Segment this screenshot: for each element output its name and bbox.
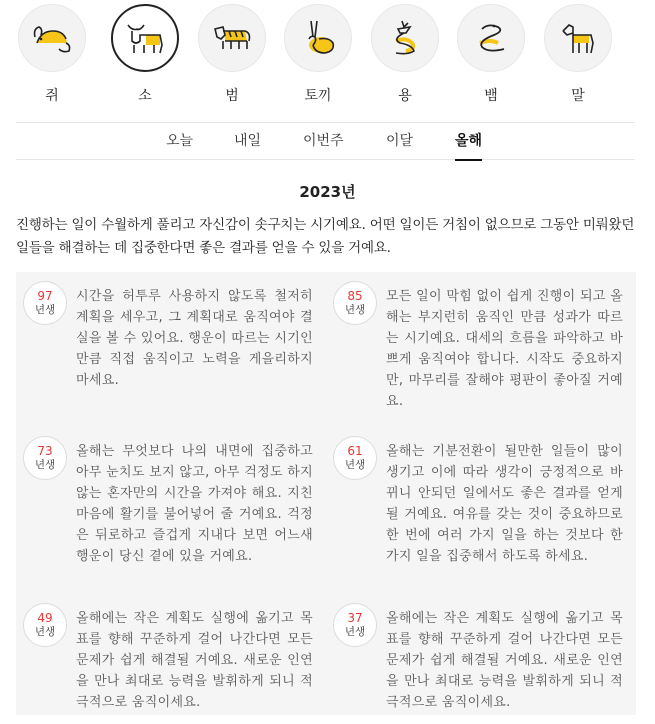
- zodiac-selector: [0, 0, 655, 114]
- birth-year-number: 73: [37, 444, 53, 458]
- zodiac-rat[interactable]: [17, 4, 87, 105]
- fortune-text: 올해에는 작은 계획도 실행에 옮기고 목표를 향해 꾸준하게 걸어 나간다면 모든 문제가 쉽게 해결될 거예요. 새로운 인연을 만나 최대로 능력을 발휘하게 되니 적극적으로 움직이세요.: [76, 611, 313, 710]
- fortune-summary: 진행하는 일이 수월하게 풀리고 자신감이 솟구치는 시기예요. 어떤 일이든 거침이 없으므로 그동안 미뤄왔던 일들을 해결하는 데 집중한다면 좋은 결과를 얻을 수 있을 거예요.: [16, 217, 635, 256]
- birth-year-number: 97: [37, 289, 53, 303]
- birth-year-unit: 년생: [34, 304, 56, 316]
- birth-year-unit: 년생: [34, 626, 56, 638]
- zodiac-label: 뱀: [484, 88, 498, 104]
- period-tabs: [16, 122, 635, 160]
- birth-year-badge: [333, 603, 377, 647]
- birth-year-number: 85: [347, 289, 363, 303]
- ox-icon: [111, 4, 179, 72]
- tab-this-year[interactable]: 올해: [455, 123, 482, 160]
- tab-this-week[interactable]: 이번주: [303, 133, 344, 149]
- birth-year-badge: [333, 281, 377, 325]
- zodiac-label: 쥐: [45, 88, 59, 104]
- birth-year-unit: 년생: [344, 626, 366, 638]
- birth-year-number: 61: [347, 444, 363, 458]
- fortune-text: 모든 일이 막힘 없이 쉽게 진행이 되고 올해는 부지런히 움직인 만큼 성과가 따르는 시기예요. 대세의 흐름을 파악하고 바쁘게 움직여야 합니다. 시작도 중요하지만, 마무리를 잘해야 평판이 좋아질 거예요.: [386, 289, 623, 409]
- birth-year-fortunes: [16, 272, 636, 715]
- fortune-text: 올해에는 작은 계획도 실행에 옮기고 목표를 향해 꾸준하게 걸어 나간다면 모든 문제가 쉽게 해결될 거예요. 새로운 인연을 만나 최대로 능력을 발휘하게 되니 적극적으로 움직이세요.: [386, 611, 623, 710]
- zodiac-rabbit[interactable]: [283, 4, 353, 105]
- birth-year-number: 37: [347, 611, 363, 625]
- zodiac-horse[interactable]: [543, 4, 613, 105]
- birth-year-unit: 년생: [34, 459, 56, 471]
- fortune-text: 올해는 무엇보다 나의 내면에 집중하고 아무 눈치도 보지 않고, 아무 걱정도 하지 않는 혼자만의 시간을 가져야 해요. 지친 마음에 활기를 불어넣어 줄 거예요. 걱정은 뒤로하고 즐겁게 지내다 보면 어느새 행운이 당신 곁에 있을 거예요.: [76, 444, 313, 564]
- dragon-icon: [371, 4, 439, 72]
- zodiac-dragon[interactable]: [370, 4, 440, 105]
- zodiac-snake[interactable]: [456, 4, 526, 105]
- birth-year-number: 49: [37, 611, 53, 625]
- zodiac-label: 소: [138, 88, 152, 104]
- birth-year-unit: 년생: [344, 459, 366, 471]
- fortune-text: 올해는 기분전환이 될만한 일들이 많이 생기고 이에 따라 생각이 긍정적으로 바뀌니 안되던 일에서도 좋은 결과를 얻게 될 거예요. 여유를 갖는 것이 중요하므로 한 번에 여러 가지 일을 하는 것보다 한 가지 일을 집중해서 하도록 하세요.: [386, 444, 623, 564]
- rat-icon: [18, 4, 86, 72]
- birth-year-badge: [23, 281, 67, 325]
- year-title: 2023년: [299, 183, 356, 201]
- zodiac-label: 말: [571, 88, 585, 104]
- birth-year-badge: [23, 436, 67, 480]
- rabbit-icon: [284, 4, 352, 72]
- birth-year-unit: 년생: [344, 304, 366, 316]
- tab-today[interactable]: 오늘: [166, 133, 194, 149]
- fortune-text: 시간을 허투루 사용하지 않도록 철저히 계획을 세우고, 그 계획대로 움직여야 결실을 볼 수 있어요. 행운이 따르는 시기인 만큼 직접 움직이고 노력을 게을리하지 마세요.: [76, 289, 313, 388]
- zodiac-label: 토끼: [304, 88, 332, 104]
- tab-tomorrow[interactable]: 내일: [234, 133, 262, 149]
- tab-this-month[interactable]: 이달: [386, 133, 414, 149]
- zodiac-label: 범: [225, 88, 239, 104]
- snake-icon: [457, 4, 525, 72]
- zodiac-tiger[interactable]: [197, 4, 267, 105]
- zodiac-ox[interactable]: [110, 4, 180, 105]
- birth-year-badge: [333, 436, 377, 480]
- zodiac-label: 용: [398, 88, 412, 104]
- tiger-icon: [198, 4, 266, 72]
- birth-year-badge: [23, 603, 67, 647]
- horse-icon: [544, 4, 612, 72]
